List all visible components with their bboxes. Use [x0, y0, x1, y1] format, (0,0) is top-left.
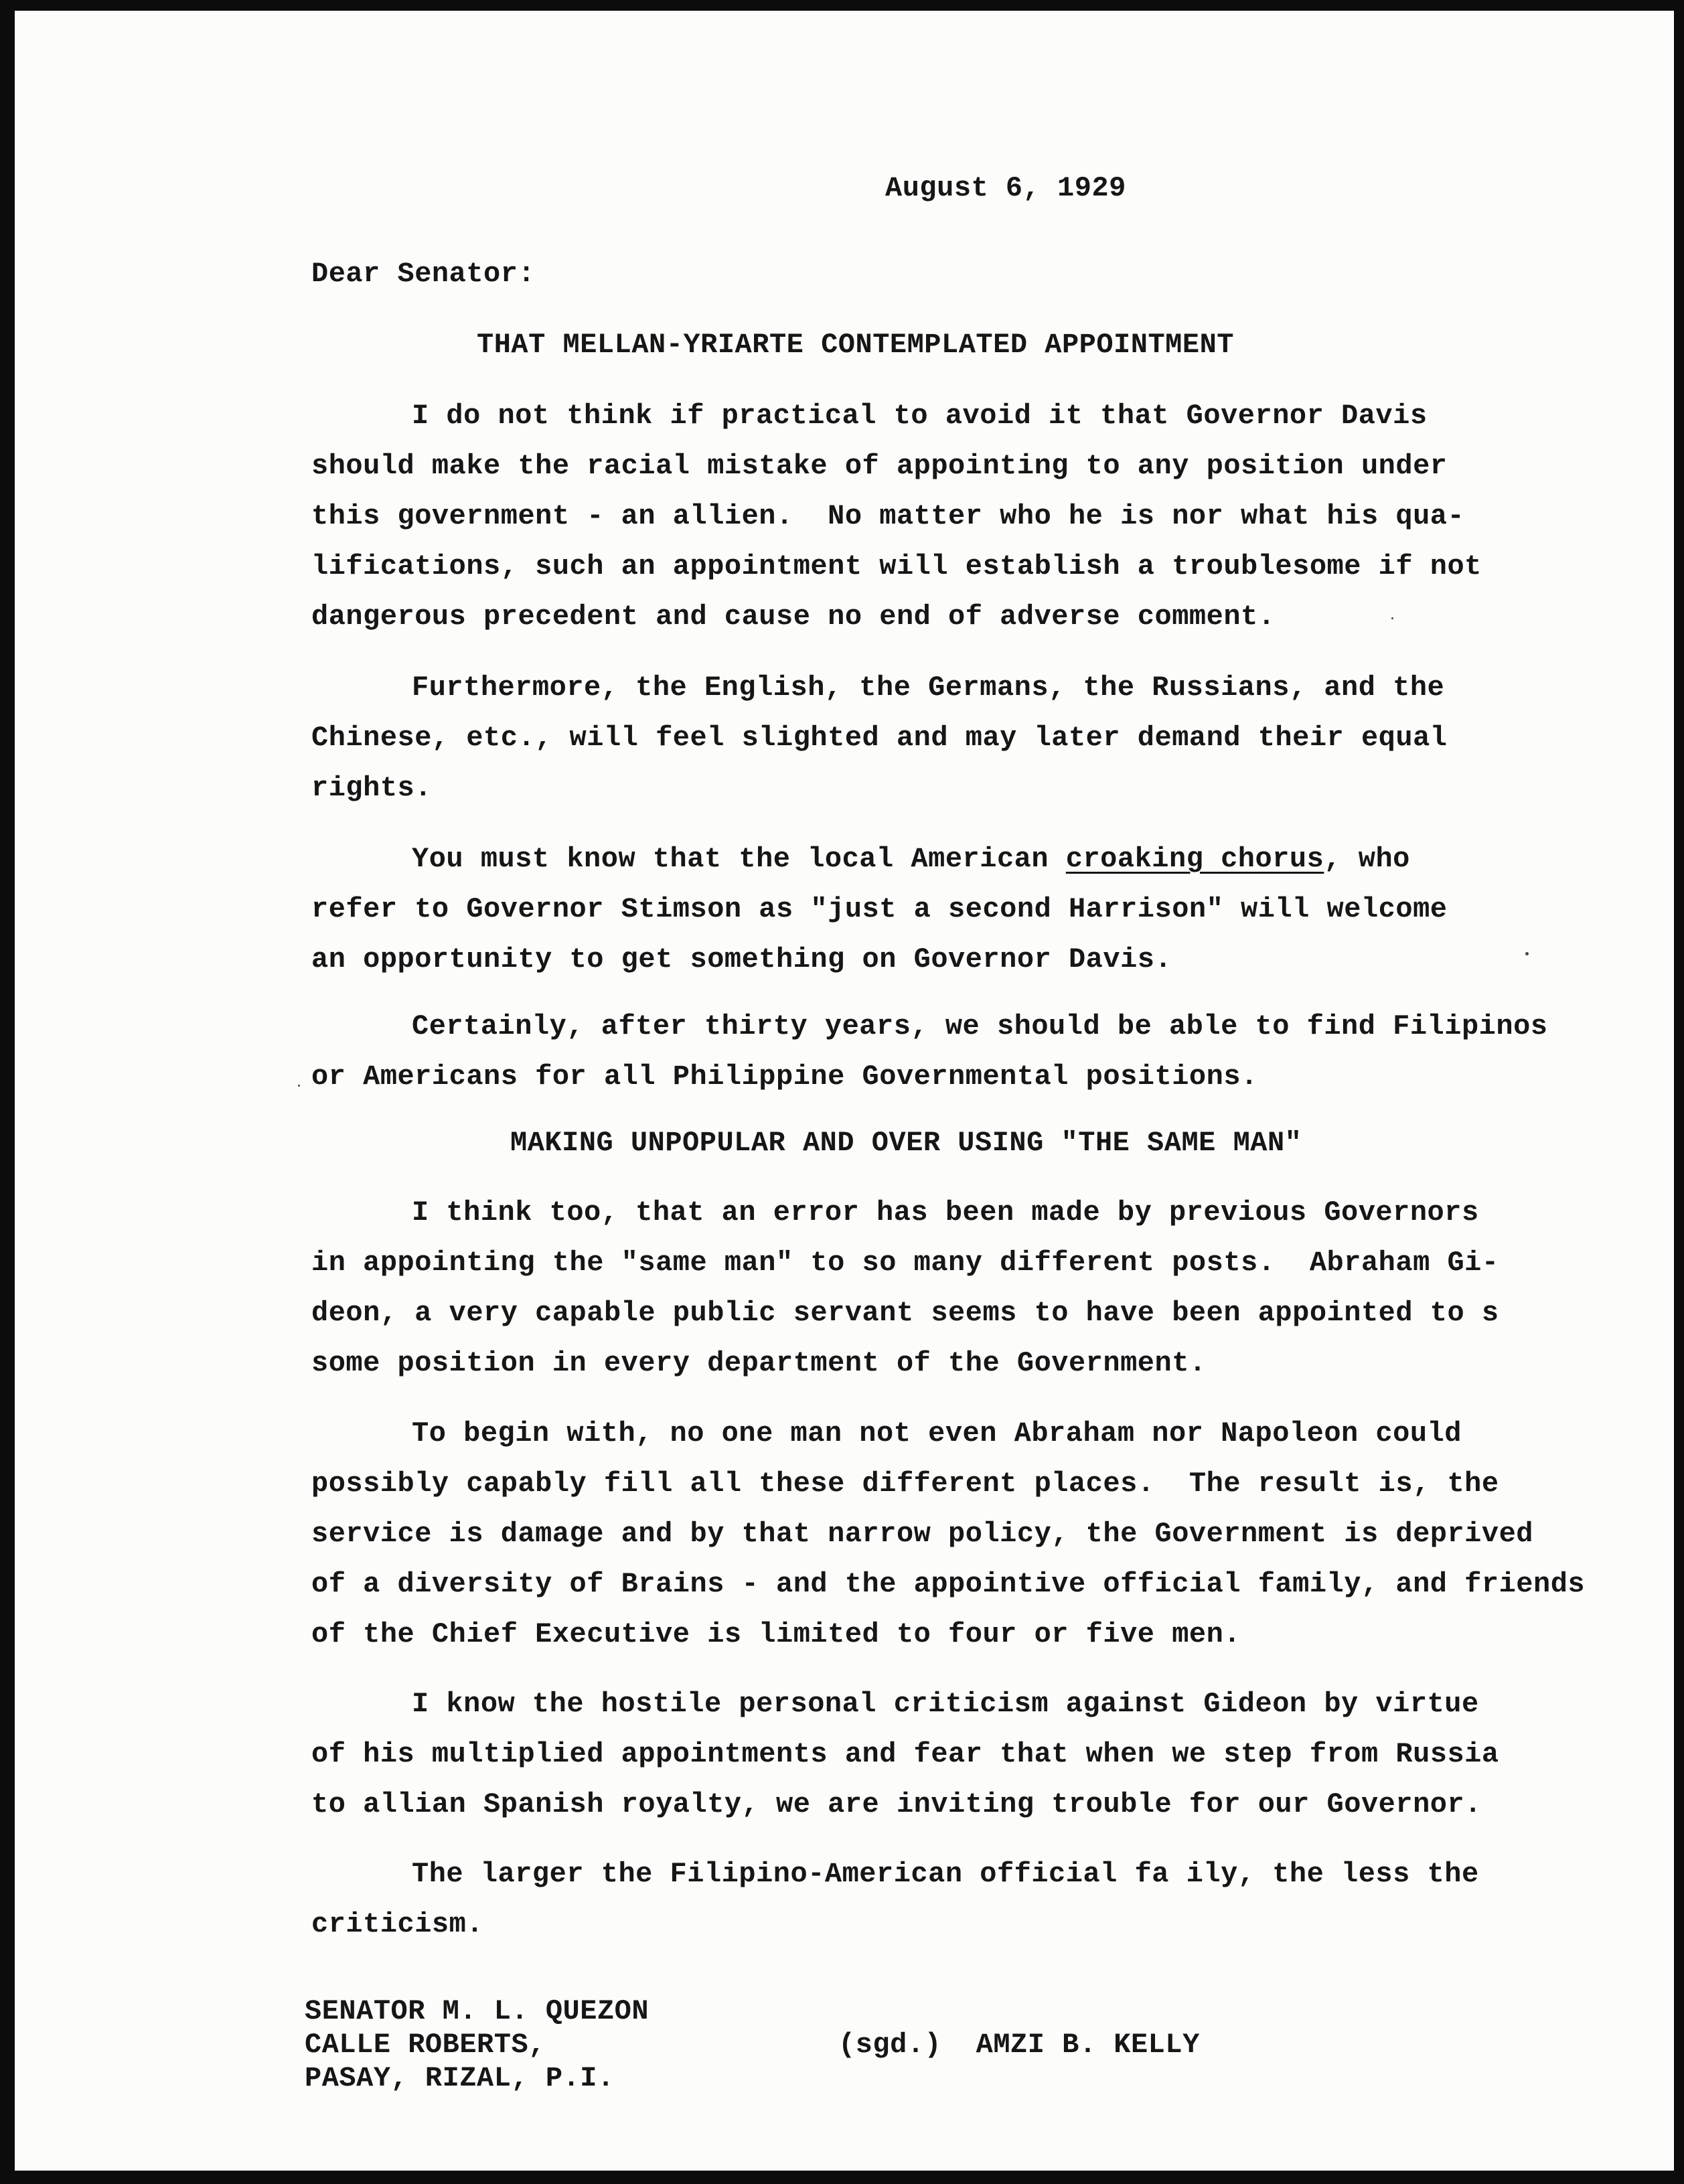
paragraph-6-line: of a diversity of Brains - and the appointive official family, and friends [311, 1568, 1586, 1600]
paragraph-6-line: service is damage and by that narrow policy, the Government is deprived [311, 1518, 1533, 1550]
paragraph-6-line: possibly capably fill all these different places. The result is, the [311, 1468, 1499, 1500]
signature: (sgd.) AMZI B. KELLY [838, 2029, 1200, 2061]
paragraph-7-line: of his multiplied appointments and fear that when we step from Russia [311, 1738, 1499, 1770]
paragraph-8-line: criticism. [311, 1908, 484, 1940]
paragraph-5-line: I think too, that an error has been made by previous Governors [412, 1196, 1479, 1229]
paragraph-3-line-1 [412, 845, 1410, 873]
paragraph-1-line: I do not think if practical to avoid it that Governor Davis [412, 400, 1428, 432]
address-line: CALLE ROBERTS, [305, 2029, 546, 2061]
paragraph-4-line: or Americans for all Philippine Governmental positions. [311, 1061, 1258, 1093]
paragraph-1-line: should make the racial mistake of appointing to any position under [311, 450, 1448, 482]
paragraph-3-text: , who [1324, 843, 1410, 875]
paragraph-7-line: I know the hostile personal criticism against Gideon by virtue [412, 1688, 1479, 1720]
paragraph-5-line: deon, a very capable public servant seems to have been appointed to s [311, 1297, 1499, 1329]
paragraph-3-text: You must know that the local American [412, 843, 1066, 875]
address-line: SENATOR M. L. QUEZON [305, 1995, 649, 2027]
paragraph-5-line: in appointing the "same man" to so many different posts. Abraham Gi- [311, 1247, 1499, 1279]
paragraph-2-line: Furthermore, the English, the Germans, the Russians, and the [412, 672, 1445, 704]
paragraph-6-line: To begin with, no one man not even Abraham nor Napoleon could [412, 1417, 1462, 1450]
section-heading-1: THAT MELLAN-YRIARTE CONTEMPLATED APPOINTMENT [477, 329, 1234, 361]
scan-speck [1525, 952, 1529, 955]
paragraph-1-line: this government - an allien. No matter who he is nor what his qua- [311, 500, 1465, 532]
paragraph-5-line: some position in every department of the Government. [311, 1347, 1207, 1379]
paragraph-6-line: of the Chief Executive is limited to four or five men. [311, 1618, 1241, 1650]
section-heading-2: MAKING UNPOPULAR AND OVER USING "THE SAME MAN" [510, 1127, 1302, 1159]
paragraph-3-line: refer to Governor Stimson as "just a second Harrison" will welcome [311, 893, 1448, 925]
paragraph-3-line: an opportunity to get something on Governor Davis. [311, 943, 1172, 976]
scan-speck [1391, 617, 1393, 619]
paragraph-4-line: Certainly, after thirty years, we should be able to find Filipinos [412, 1010, 1548, 1042]
paragraph-8-line: The larger the Filipino-American official fa ily, the less the [412, 1858, 1479, 1890]
address-line: PASAY, RIZAL, P.I. [305, 2062, 615, 2094]
salutation: Dear Senator: [311, 258, 536, 290]
scan-speck [298, 1085, 300, 1087]
letter-date: August 6, 1929 [885, 172, 1126, 204]
paragraph-1-line: lifications, such an appointment will establish a troublesome if not [311, 550, 1482, 582]
paragraph-2-line: rights. [311, 772, 432, 804]
paragraph-7-line: to allian Spanish royalty, we are inviting trouble for our Governor. [311, 1788, 1482, 1820]
letter-page [15, 11, 1674, 2171]
underlined-phrase: croaking chorus [1065, 843, 1324, 875]
paragraph-2-line: Chinese, etc., will feel slighted and may later demand their equal [311, 722, 1448, 754]
paragraph-1-line: dangerous precedent and cause no end of adverse comment. [311, 601, 1276, 633]
